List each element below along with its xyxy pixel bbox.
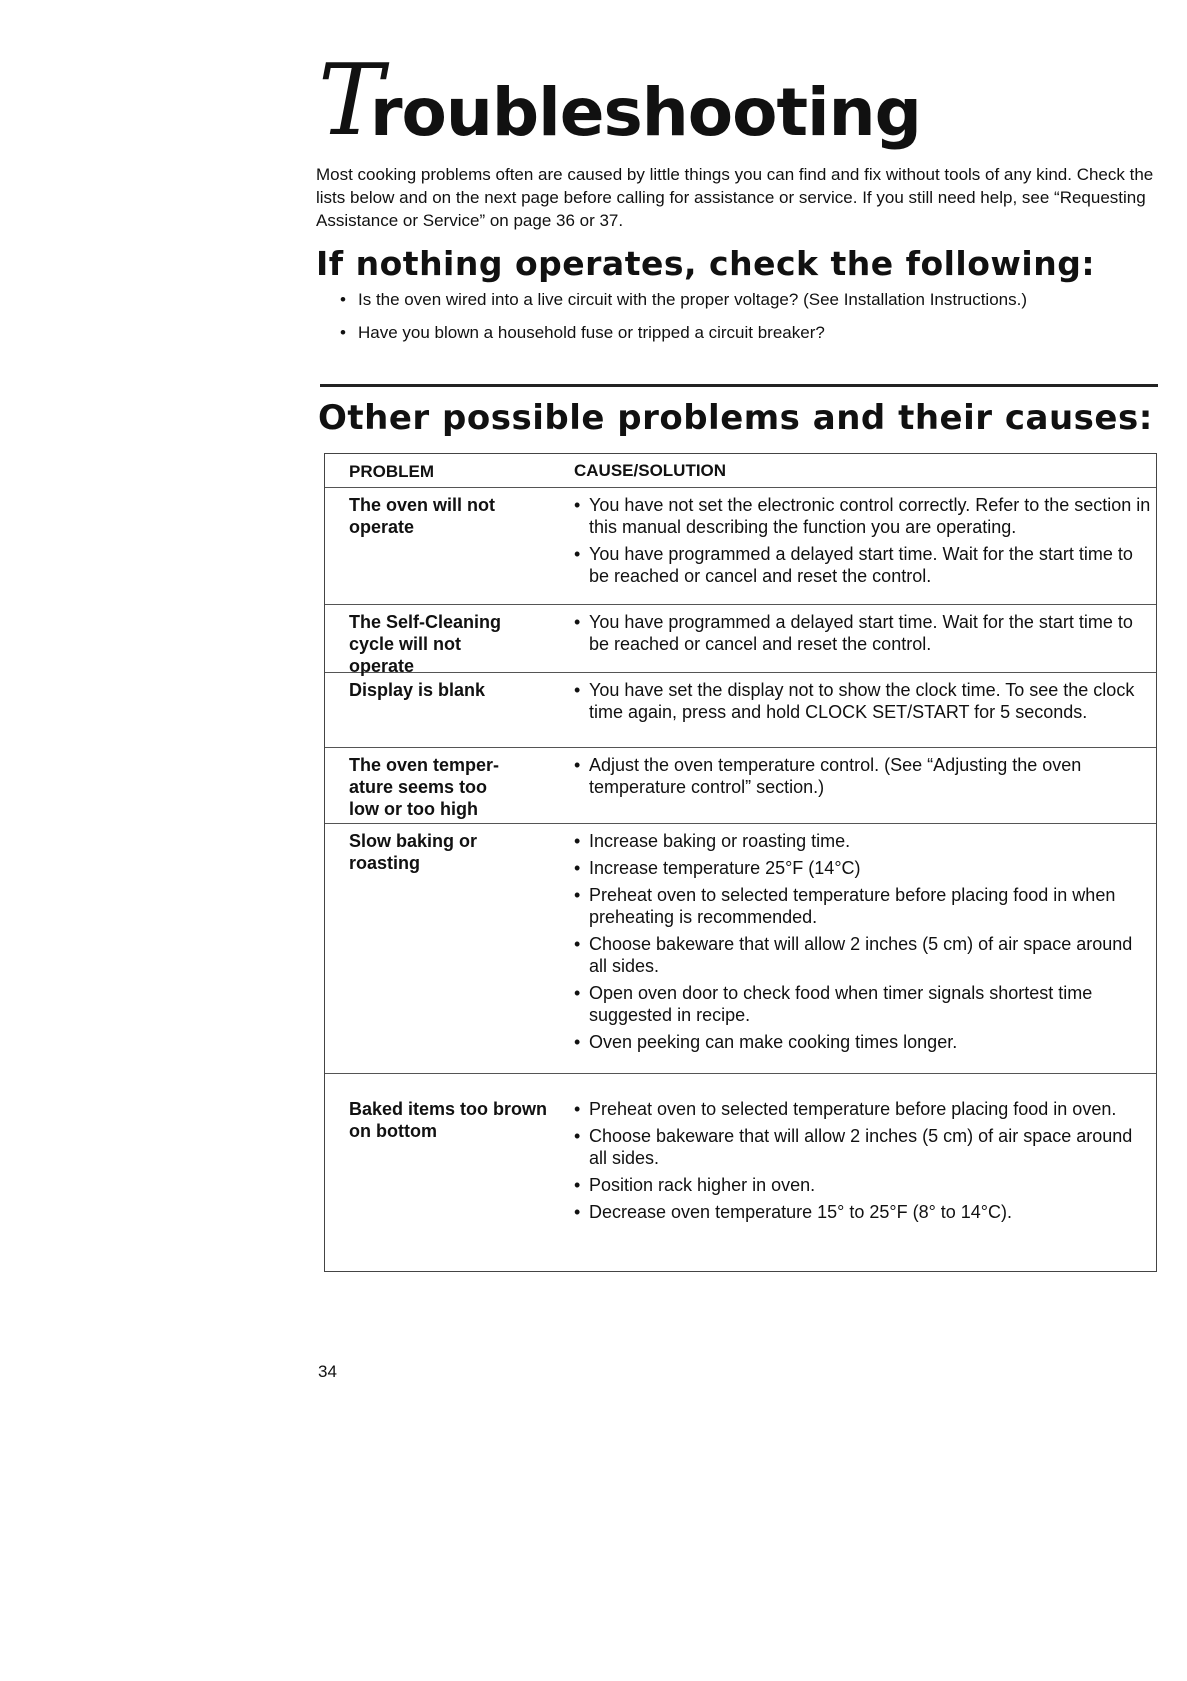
cause-item: • Choose bakeware that will allow 2 inches (5 cm) of air space around all sides. [574,933,1154,977]
table-header-row [325,454,1156,488]
troubleshooting-table [324,453,1157,1272]
problem-cell: Slow baking or roasting [349,831,478,873]
intro-paragraph: Most cooking problems often are caused by little things you can find and fix without tools of any kind. Check the lists below and on the next page before calling for assistance or service. If you still need help, see “Requesting Assistance or Service” on page 36 or 37. [316,165,1154,230]
table-row [325,748,1156,824]
cause-item: • Decrease oven temperature 15° to 25°F (8° to 14°C). [574,1201,1154,1223]
section-divider [320,384,1158,387]
cause-cell [574,754,1154,803]
table-row [325,488,1156,605]
cause-item: • Preheat oven to selected temperature before placing food in when preheating is recommended. [574,884,1154,928]
cause-item: • Open oven door to check food when timer signals shortest time suggested in recipe. [574,982,1154,1026]
cause-cell [574,611,1154,660]
problem-cell: Baked items too brown on bottom [349,1099,548,1141]
title-initial: T [318,44,384,158]
problem-cell: The oven will not operate [349,495,496,537]
cause-item: • You have programmed a delayed start time. Wait for the start time to be reached or cancel and reset the control. [574,611,1154,655]
cause-item: • You have programmed a delayed start time. Wait for the start time to be reached or cancel and reset the control. [574,543,1154,587]
cause-cell [574,1098,1154,1228]
other-problems-heading: Other possible problems and their causes: [318,398,1153,438]
cause-item: • Choose bakeware that will allow 2 inches (5 cm) of air space around all sides. [574,1125,1154,1169]
problem-column-header: PROBLEM [349,462,434,481]
page-number: 34 [318,1362,337,1381]
nothing-operates-list [340,288,1140,354]
table-row [325,673,1156,748]
cause-item: • Increase temperature 25°F (14°C) [574,857,1154,879]
table-row [325,824,1156,1074]
problem-cell: The oven temper-ature seems too low or too high [349,755,500,819]
cause-cell [574,494,1154,592]
problem-cell: The Self-Cleaning cycle will not operate [349,612,502,676]
cause-item: • Preheat oven to selected temperature before placing food in oven. [574,1098,1154,1120]
cause-item: • Increase baking or roasting time. [574,830,1154,852]
list-item: • Have you blown a household fuse or tripped a circuit breaker? [340,321,1140,344]
title-text: roubleshooting [370,74,921,151]
cause-column-header: CAUSE/SOLUTION [574,461,727,480]
cause-item: • You have not set the electronic control correctly. Refer to the section in this manual describing the function you are operating. [574,494,1154,538]
cause-item: • Oven peeking can make cooking times longer. [574,1031,1154,1053]
nothing-operates-heading: If nothing operates, check the following: [316,244,1096,283]
list-item: • Is the oven wired into a live circuit with the proper voltage? (See Installation Instructions.) [340,288,1140,311]
page-title [318,44,1018,162]
cause-cell [574,830,1154,1058]
table-row [325,1074,1156,1271]
table-row [325,605,1156,676]
cause-item: • Position rack higher in oven. [574,1174,1154,1196]
problem-cell: Display is blank [349,680,486,700]
cause-cell [574,679,1154,728]
cause-item: • You have set the display not to show the clock time. To see the clock time again, press and hold CLOCK SET/START for 5 seconds. [574,679,1154,723]
cause-item: • Adjust the oven temperature control. (See “Adjusting the oven temperature control” section.) [574,754,1154,798]
